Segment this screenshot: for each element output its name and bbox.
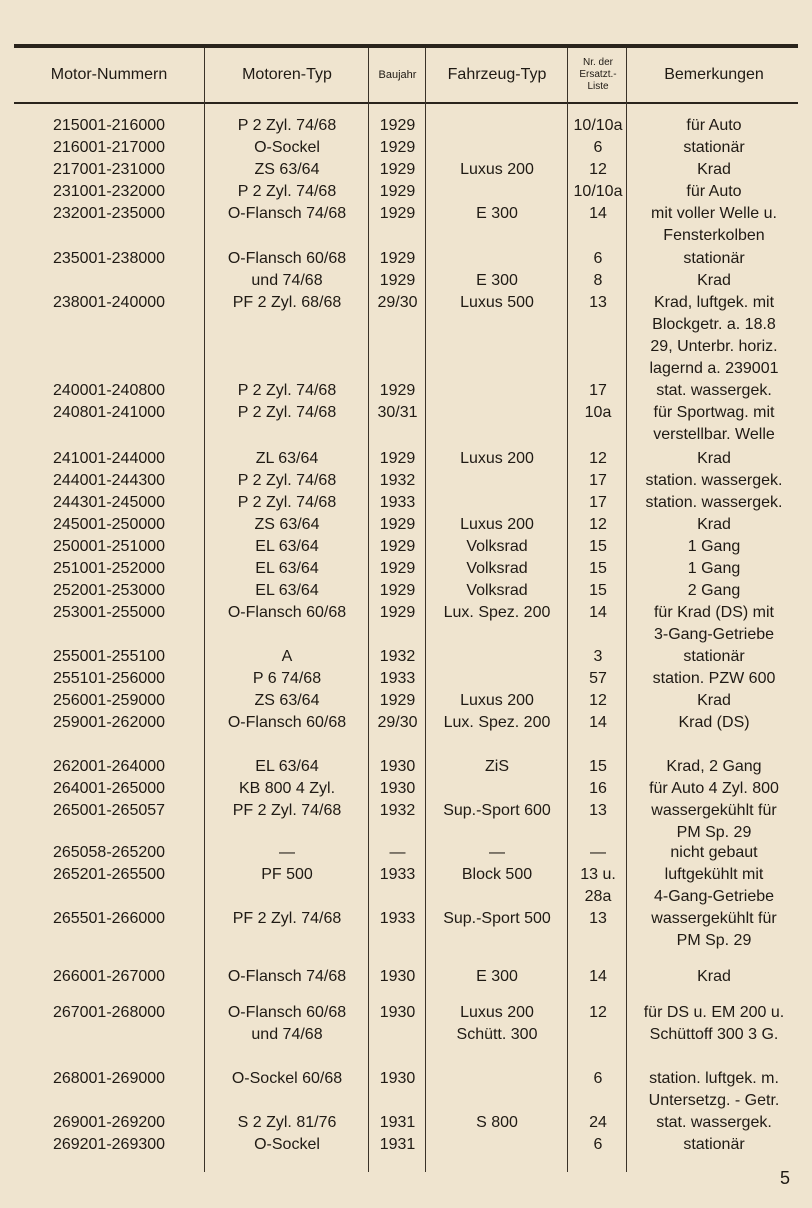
motor-numbers-cell: 269201-269300 [52, 1136, 166, 1153]
parts-list-cell: 8 [593, 272, 603, 289]
motor-type-cell: O-Flansch 74/68 [227, 968, 347, 985]
motor-type-cell: EL 63/64 [255, 758, 319, 775]
parts-list-cell: 16 [589, 780, 607, 797]
year-cell: 1929 [379, 516, 416, 533]
year-cell: 1932 [379, 472, 416, 489]
parts-list-cell: 6 [593, 139, 603, 156]
remarks-cell: stat. wassergek. [656, 1114, 772, 1131]
motor-numbers-cell: 266001-267000 [52, 968, 166, 985]
year-cell: 1930 [379, 1004, 416, 1021]
header-parts-list-line3: Liste [587, 81, 609, 92]
header-rule [14, 102, 798, 104]
vehicle-type-cell: Lux. Spez. 200 [443, 604, 551, 621]
motor-type-cell: P 2 Zyl. 74/68 [237, 183, 337, 200]
year-cell: 1929 [379, 382, 416, 399]
parts-list-cell: 12 [589, 516, 607, 533]
remarks-cell: Untersetzg. - Getr. [648, 1092, 780, 1109]
motor-numbers-cell: 241001-244000 [52, 450, 166, 467]
motor-numbers-cell: 217001-231000 [52, 161, 166, 178]
parts-list-cell: 24 [589, 1114, 607, 1131]
vehicle-type-cell: Schütt. 300 [456, 1026, 538, 1043]
motor-type-cell: EL 63/64 [255, 582, 319, 599]
year-cell: 1933 [379, 494, 416, 511]
parts-list-cell: 14 [589, 714, 607, 731]
year-cell: 1929 [379, 117, 416, 134]
year-cell: 1929 [379, 604, 416, 621]
year-cell: 1931 [379, 1136, 416, 1153]
motor-numbers-cell: 265201-265500 [52, 866, 166, 883]
remarks-cell: 3-Gang-Getriebe [653, 626, 775, 643]
year-cell: 1929 [379, 161, 416, 178]
column-divider [567, 48, 568, 1172]
remarks-cell: für Sportwag. mit [653, 404, 775, 421]
year-cell: 1929 [379, 183, 416, 200]
remarks-cell: station. luftgek. m. [649, 1070, 779, 1087]
remarks-cell: für DS u. EM 200 u. [643, 1004, 785, 1021]
vehicle-type-cell: E 300 [476, 205, 518, 222]
motor-numbers-cell: 265058-265200 [52, 844, 166, 861]
motor-type-cell: O-Sockel [254, 1136, 320, 1153]
parts-list-cell: 15 [589, 582, 607, 599]
year-cell: 1930 [379, 780, 416, 797]
parts-list-cell: 10/10a [573, 117, 623, 134]
remarks-cell: station. PZW 600 [652, 670, 776, 687]
year-cell: 29/30 [377, 294, 418, 311]
remarks-cell: Krad, luftgek. mit [653, 294, 775, 311]
motor-type-cell: — [279, 844, 295, 861]
header-parts-list-line1: Nr. der [582, 57, 613, 68]
vehicle-type-cell: — [489, 844, 505, 861]
vehicle-type-cell: Luxus 500 [460, 294, 534, 311]
year-cell: 1930 [379, 1070, 416, 1087]
remarks-cell: 1 Gang [687, 560, 741, 577]
remarks-cell: verstellbar. Welle [653, 426, 775, 443]
remarks-cell: Krad [697, 516, 731, 533]
vehicle-type-cell: Luxus 200 [460, 450, 534, 467]
remarks-cell: 29, Unterbr. horiz. [650, 338, 778, 355]
motor-numbers-cell: 232001-235000 [52, 205, 166, 222]
motor-numbers-cell: 265501-266000 [52, 910, 166, 927]
year-cell: 1933 [379, 910, 416, 927]
parts-list-cell: 17 [589, 382, 607, 399]
header-motor-type: Motoren-Typ [242, 66, 332, 83]
year-cell: 1932 [379, 648, 416, 665]
remarks-cell: station. wassergek. [645, 494, 783, 511]
year-cell: 1929 [379, 450, 416, 467]
motor-type-cell: und 74/68 [251, 272, 323, 289]
parts-list-cell: 17 [589, 494, 607, 511]
motor-numbers-cell: 235001-238000 [52, 250, 166, 267]
parts-list-cell: 14 [589, 205, 607, 222]
vehicle-type-cell: Volksrad [466, 582, 528, 599]
motor-type-cell: S 2 Zyl. 81/76 [237, 1114, 337, 1131]
motor-numbers-cell: 251001-252000 [52, 560, 166, 577]
header-motor-numbers: Motor-Nummern [50, 66, 168, 83]
year-cell: 1929 [379, 205, 416, 222]
remarks-cell: Krad [697, 692, 731, 709]
motor-numbers-cell: 253001-255000 [52, 604, 166, 621]
parts-list-cell: 12 [589, 450, 607, 467]
parts-list-cell: 13 [589, 294, 607, 311]
parts-list-cell: 57 [589, 670, 607, 687]
parts-list-cell: 12 [589, 1004, 607, 1021]
motor-type-cell: KB 800 4 Zyl. [238, 780, 336, 797]
remarks-cell: Krad, 2 Gang [666, 758, 762, 775]
motor-type-cell: P 2 Zyl. 74/68 [237, 404, 337, 421]
column-divider [626, 48, 627, 1172]
header-year: Baujahr [378, 69, 417, 81]
motor-numbers-cell: 264001-265000 [52, 780, 166, 797]
header-remarks: Bemerkungen [664, 66, 764, 83]
motor-type-cell: ZL 63/64 [255, 450, 319, 467]
remarks-cell: nicht gebaut [670, 844, 758, 861]
remarks-cell: stationär [683, 1136, 745, 1153]
remarks-cell: Blockgetr. a. 18.8 [652, 316, 776, 333]
vehicle-type-cell: Sup.-Sport 600 [443, 802, 551, 819]
motor-numbers-cell: 215001-216000 [52, 117, 166, 134]
motor-numbers-cell: 231001-232000 [52, 183, 166, 200]
motor-type-cell: ZS 63/64 [254, 692, 320, 709]
year-cell: 1931 [379, 1114, 416, 1131]
year-cell: 1929 [379, 692, 416, 709]
remarks-cell: 4-Gang-Getriebe [653, 888, 775, 905]
remarks-cell: Fensterkolben [663, 227, 765, 244]
motor-type-cell: PF 500 [261, 866, 313, 883]
year-cell: 1929 [379, 538, 416, 555]
year-cell: 1930 [379, 968, 416, 985]
motor-numbers-cell: 250001-251000 [52, 538, 166, 555]
motor-type-cell: P 6 74/68 [252, 670, 322, 687]
remarks-cell: für Auto [686, 117, 742, 134]
parts-list-cell: — [590, 844, 606, 861]
motor-numbers-cell: 245001-250000 [52, 516, 166, 533]
motor-type-cell: O-Flansch 60/68 [227, 604, 347, 621]
vehicle-type-cell: Luxus 200 [460, 161, 534, 178]
parts-list-cell: 3 [593, 648, 603, 665]
motor-type-cell: P 2 Zyl. 74/68 [237, 117, 337, 134]
parts-list-cell: 15 [589, 538, 607, 555]
header-parts-list [570, 48, 626, 102]
year-cell: 1929 [379, 250, 416, 267]
column-divider [425, 48, 426, 1172]
remarks-cell: station. wassergek. [645, 472, 783, 489]
motor-numbers-cell: 255101-256000 [52, 670, 166, 687]
vehicle-type-cell: ZiS [485, 758, 509, 775]
parts-list-cell: 10/10a [573, 183, 623, 200]
vehicle-type-cell: Volksrad [466, 538, 528, 555]
motor-type-cell: ZS 63/64 [254, 161, 320, 178]
vehicle-type-cell: E 300 [476, 272, 518, 289]
motor-type-cell: A [281, 648, 293, 665]
motor-numbers-cell: 259001-262000 [52, 714, 166, 731]
parts-list-cell: 15 [589, 560, 607, 577]
vehicle-type-cell: Luxus 200 [460, 516, 534, 533]
motor-numbers-cell: 267001-268000 [52, 1004, 166, 1021]
vehicle-type-cell: S 800 [476, 1114, 518, 1131]
motor-type-cell: EL 63/64 [255, 560, 319, 577]
vehicle-type-cell: Lux. Spez. 200 [443, 714, 551, 731]
motor-type-cell: und 74/68 [251, 1026, 323, 1043]
parts-list-cell: 6 [593, 250, 603, 267]
parts-list-cell: 12 [589, 692, 607, 709]
year-cell: 29/30 [377, 714, 418, 731]
parts-list-cell: 28a [584, 888, 612, 905]
motor-type-cell: PF 2 Zyl. 74/68 [232, 910, 342, 927]
motor-type-cell: O-Sockel 60/68 [231, 1070, 343, 1087]
page-number: 5 [779, 1168, 790, 1188]
year-cell: 1933 [379, 866, 416, 883]
vehicle-type-cell: Sup.-Sport 500 [443, 910, 551, 927]
parts-list-cell: 12 [589, 161, 607, 178]
remarks-cell: 2 Gang [687, 582, 741, 599]
vehicle-type-cell: E 300 [476, 968, 518, 985]
motor-numbers-cell: 262001-264000 [52, 758, 166, 775]
year-cell: 1933 [379, 670, 416, 687]
column-divider [368, 48, 369, 1172]
year-cell: 1929 [379, 272, 416, 289]
motor-type-cell: O-Sockel [254, 139, 320, 156]
remarks-cell: Krad [697, 161, 731, 178]
motor-type-cell: O-Flansch 60/68 [227, 250, 347, 267]
remarks-cell: mit voller Welle u. [651, 205, 777, 222]
remarks-cell: für Auto [686, 183, 742, 200]
motor-numbers-cell: 265001-265057 [52, 802, 166, 819]
motor-type-cell: PF 2 Zyl. 68/68 [232, 294, 342, 311]
remarks-cell: Krad (DS) [678, 714, 750, 731]
motor-type-cell: P 2 Zyl. 74/68 [237, 494, 337, 511]
motor-numbers-cell: 269001-269200 [52, 1114, 166, 1131]
remarks-cell: Krad [697, 450, 731, 467]
year-cell: 1929 [379, 582, 416, 599]
year-cell: 1929 [379, 560, 416, 577]
parts-list-cell: 17 [589, 472, 607, 489]
parts-list-cell: 14 [589, 968, 607, 985]
remarks-cell: lagernd a. 239001 [649, 360, 779, 377]
remarks-cell: PM Sp. 29 [676, 932, 752, 949]
motor-numbers-cell: 255001-255100 [52, 648, 166, 665]
vehicle-type-cell: Volksrad [466, 560, 528, 577]
vehicle-type-cell: Luxus 200 [460, 692, 534, 709]
remarks-cell: Krad [697, 272, 731, 289]
motor-type-cell: O-Flansch 60/68 [227, 714, 347, 731]
remarks-cell: für Auto 4 Zyl. 800 [649, 780, 779, 797]
remarks-cell: stationär [683, 648, 745, 665]
motor-numbers-cell: 240001-240800 [52, 382, 166, 399]
header-vehicle-type: Fahrzeug-Typ [447, 66, 547, 83]
year-cell: 1929 [379, 139, 416, 156]
parts-list-cell: 14 [589, 604, 607, 621]
motor-numbers-cell: 238001-240000 [52, 294, 166, 311]
remarks-cell: für Krad (DS) mit [653, 604, 774, 621]
year-cell: — [389, 844, 406, 861]
parts-list-cell: 13 [589, 910, 607, 927]
parts-list-cell: 15 [589, 758, 607, 775]
column-divider [204, 48, 205, 1172]
motor-type-cell: EL 63/64 [255, 538, 319, 555]
motor-numbers-cell: 256001-259000 [52, 692, 166, 709]
remarks-cell: wassergekühlt für [651, 802, 777, 819]
motor-type-cell: ZS 63/64 [254, 516, 320, 533]
motor-numbers-cell: 244001-244300 [52, 472, 166, 489]
motor-numbers-cell: 216001-217000 [52, 139, 166, 156]
header-parts-list-line2: Ersatzt.- [579, 69, 617, 80]
parts-list-cell: 13 u. [580, 866, 616, 883]
motor-numbers-cell: 268001-269000 [52, 1070, 166, 1087]
remarks-cell: stationär [683, 139, 745, 156]
remarks-cell: wassergekühlt für [651, 910, 777, 927]
vehicle-type-cell: Luxus 200 [460, 1004, 534, 1021]
motor-type-cell: O-Flansch 60/68 [227, 1004, 347, 1021]
motor-numbers-cell: 240801-241000 [52, 404, 166, 421]
remarks-cell: PM Sp. 29 [676, 824, 752, 841]
remarks-cell: Schüttoff 300 3 G. [649, 1026, 779, 1043]
motor-type-cell: P 2 Zyl. 74/68 [237, 382, 337, 399]
motor-type-cell: P 2 Zyl. 74/68 [237, 472, 337, 489]
parts-list-cell: 6 [593, 1136, 603, 1153]
remarks-cell: Krad [697, 968, 731, 985]
parts-list-cell: 13 [589, 802, 607, 819]
remarks-cell: stationär [683, 250, 745, 267]
parts-list-cell: 6 [593, 1070, 603, 1087]
remarks-cell: stat. wassergek. [656, 382, 772, 399]
motor-type-cell: PF 2 Zyl. 74/68 [232, 802, 342, 819]
year-cell: 1930 [379, 758, 416, 775]
year-cell: 1932 [379, 802, 416, 819]
vehicle-type-cell: Block 500 [461, 866, 533, 883]
parts-list-cell: 10a [584, 404, 612, 421]
motor-numbers-cell: 244301-245000 [52, 494, 166, 511]
remarks-cell: 1 Gang [687, 538, 741, 555]
year-cell: 30/31 [377, 404, 418, 421]
motor-numbers-cell: 252001-253000 [52, 582, 166, 599]
remarks-cell: luftgekühlt mit [664, 866, 764, 883]
motor-type-cell: O-Flansch 74/68 [227, 205, 347, 222]
